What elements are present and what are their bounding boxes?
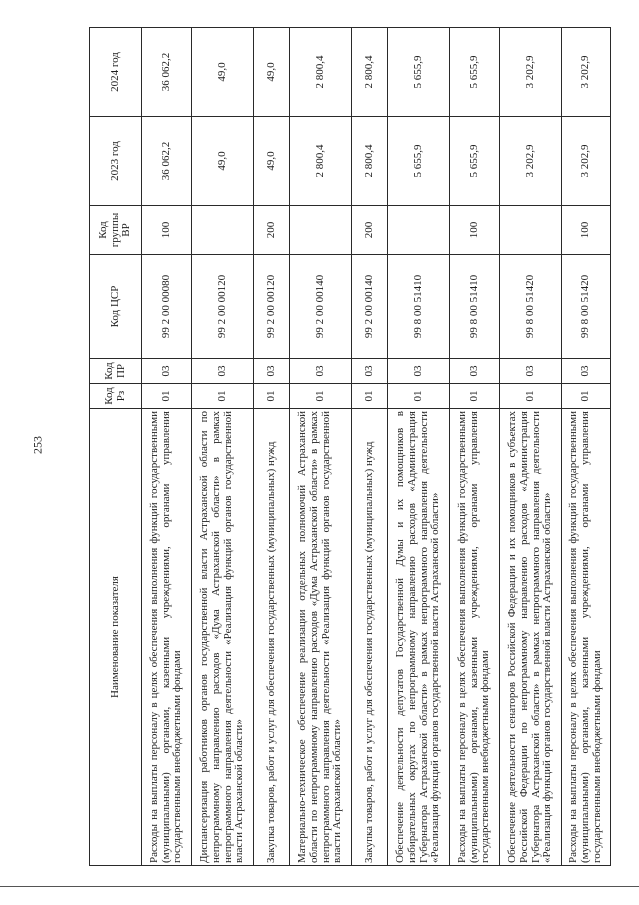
table-row	[290, 28, 352, 866]
row-rz: 01	[388, 384, 450, 409]
row-2024: 5 655,9	[388, 28, 450, 117]
row-vr: 200	[352, 206, 388, 255]
row-2024: 2 800,4	[352, 28, 388, 117]
row-vr: 100	[562, 206, 611, 255]
table-row	[500, 28, 562, 866]
row-name: Расходы на выплаты персоналу в целях обеспечения выполнения функций государственными (муниципальными) органами, казенными учреждениями, органами управления государственными внебюджетными фондами	[142, 409, 192, 866]
row-pr: 03	[290, 359, 352, 384]
row-name: Расходы на выплаты персоналу в целях обеспечения выполнения функций государственными (муниципальными) органами, казенными учреждениями, органами управления государственными внебюджетными фондами	[562, 409, 611, 866]
row-rz: 01	[290, 384, 352, 409]
table-row	[192, 28, 254, 866]
row-2024: 2 800,4	[290, 28, 352, 117]
row-pr: 03	[352, 359, 388, 384]
table-header-row	[90, 28, 142, 866]
bottom-divider	[0, 886, 639, 887]
table-row	[142, 28, 192, 866]
row-2024: 5 655,9	[450, 28, 500, 117]
row-vr: 100	[450, 206, 500, 255]
row-name: Закупка товаров, работ и услуг для обеспечения государственных (муниципальных) нужд	[254, 409, 290, 866]
row-2024: 49,0	[192, 28, 254, 117]
row-2023: 5 655,9	[450, 117, 500, 206]
header-name: Наименование показателя	[90, 409, 142, 866]
row-name: Обеспечение деятельности депутатов Государственной Думы и их помощников в избирательных округах по непрограммному направлению расходов «Администрация Губернатора Астраханской области» в рамках непрограммного направления деятельности «Реализация функций органов государственной власти Астраханской области»	[388, 409, 450, 866]
row-csr: 99 2 00 00140	[352, 255, 388, 359]
row-csr: 99 2 00 00120	[192, 255, 254, 359]
row-2023: 5 655,9	[388, 117, 450, 206]
row-pr: 03	[192, 359, 254, 384]
row-2023: 2 800,4	[290, 117, 352, 206]
table-row	[562, 28, 611, 866]
header-2024: 2024 год	[90, 28, 142, 117]
row-2023: 49,0	[192, 117, 254, 206]
row-vr	[500, 206, 562, 255]
table-row	[352, 28, 388, 866]
row-pr: 03	[450, 359, 500, 384]
table-row	[388, 28, 450, 866]
row-pr: 03	[500, 359, 562, 384]
header-csr: Код ЦСР	[90, 255, 142, 359]
row-pr: 03	[254, 359, 290, 384]
header-vr: Код группы ВР	[90, 206, 142, 255]
row-vr: 200	[254, 206, 290, 255]
row-csr: 99 8 00 51420	[500, 255, 562, 359]
row-2024: 3 202,9	[562, 28, 611, 117]
row-2023: 3 202,9	[562, 117, 611, 206]
row-csr: 99 2 00 00140	[290, 255, 352, 359]
row-rz: 01	[450, 384, 500, 409]
table-row	[254, 28, 290, 866]
row-csr: 99 2 00 00080	[142, 255, 192, 359]
row-name: Расходы на выплаты персоналу в целях обеспечения выполнения функций государственными (муниципальными) органами, казенными учреждениями, органами управления государственными внебюджетными фондами	[450, 409, 500, 866]
row-csr: 99 2 00 00120	[254, 255, 290, 359]
row-rz: 01	[352, 384, 388, 409]
row-vr	[192, 206, 254, 255]
row-csr: 99 8 00 51410	[450, 255, 500, 359]
page-number: 253	[30, 436, 45, 454]
row-csr: 99 8 00 51410	[388, 255, 450, 359]
table-row	[450, 28, 500, 866]
row-2023: 3 202,9	[500, 117, 562, 206]
row-rz: 01	[192, 384, 254, 409]
row-pr: 03	[388, 359, 450, 384]
row-vr	[290, 206, 352, 255]
row-2024: 49,0	[254, 28, 290, 117]
header-pr: Код ПР	[90, 359, 142, 384]
row-2023: 49,0	[254, 117, 290, 206]
row-name: Закупка товаров, работ и услуг для обеспечения государственных (муниципальных) нужд	[352, 409, 388, 866]
row-name: Материально-техническое обеспечение реализации отдельных полномочий Астраханской области по непрограммному направлению расходов «Дума Астраханской области» в рамках непрограммного направления деятельности «Реализация функций органов государственной власти Астраханской области»	[290, 409, 352, 866]
budget-table	[89, 27, 611, 866]
row-rz: 01	[500, 384, 562, 409]
header-2023: 2023 год	[90, 117, 142, 206]
row-pr: 03	[142, 359, 192, 384]
row-vr	[388, 206, 450, 255]
rotated-table-container	[89, 28, 603, 866]
row-2023: 36 062,2	[142, 117, 192, 206]
row-vr: 100	[142, 206, 192, 255]
row-2024: 36 062,2	[142, 28, 192, 117]
row-csr: 99 8 00 51420	[562, 255, 611, 359]
row-rz: 01	[562, 384, 611, 409]
header-rz: Код Рз	[90, 384, 142, 409]
row-pr: 03	[562, 359, 611, 384]
row-2023: 2 800,4	[352, 117, 388, 206]
row-name: Диспансеризация работников органов государственной власти Астраханской области по непрограммному направлению расходов «Дума Астраханской области» в рамках непрограммного направления деятельности «Реализация функций органов государственной власти Астраханской области»	[192, 409, 254, 866]
row-name: Обеспечение деятельности сенаторов Российской Федерации и их помощников в субъектах Российской Федерации по непрограммному направлению расходов «Администрация Губернатора Астраханской области» в рамках непрограммного направления деятельности «Реализация функций органов государственной власти Астраханской области»	[500, 409, 562, 866]
row-rz: 01	[254, 384, 290, 409]
row-2024: 3 202,9	[500, 28, 562, 117]
row-rz: 01	[142, 384, 192, 409]
